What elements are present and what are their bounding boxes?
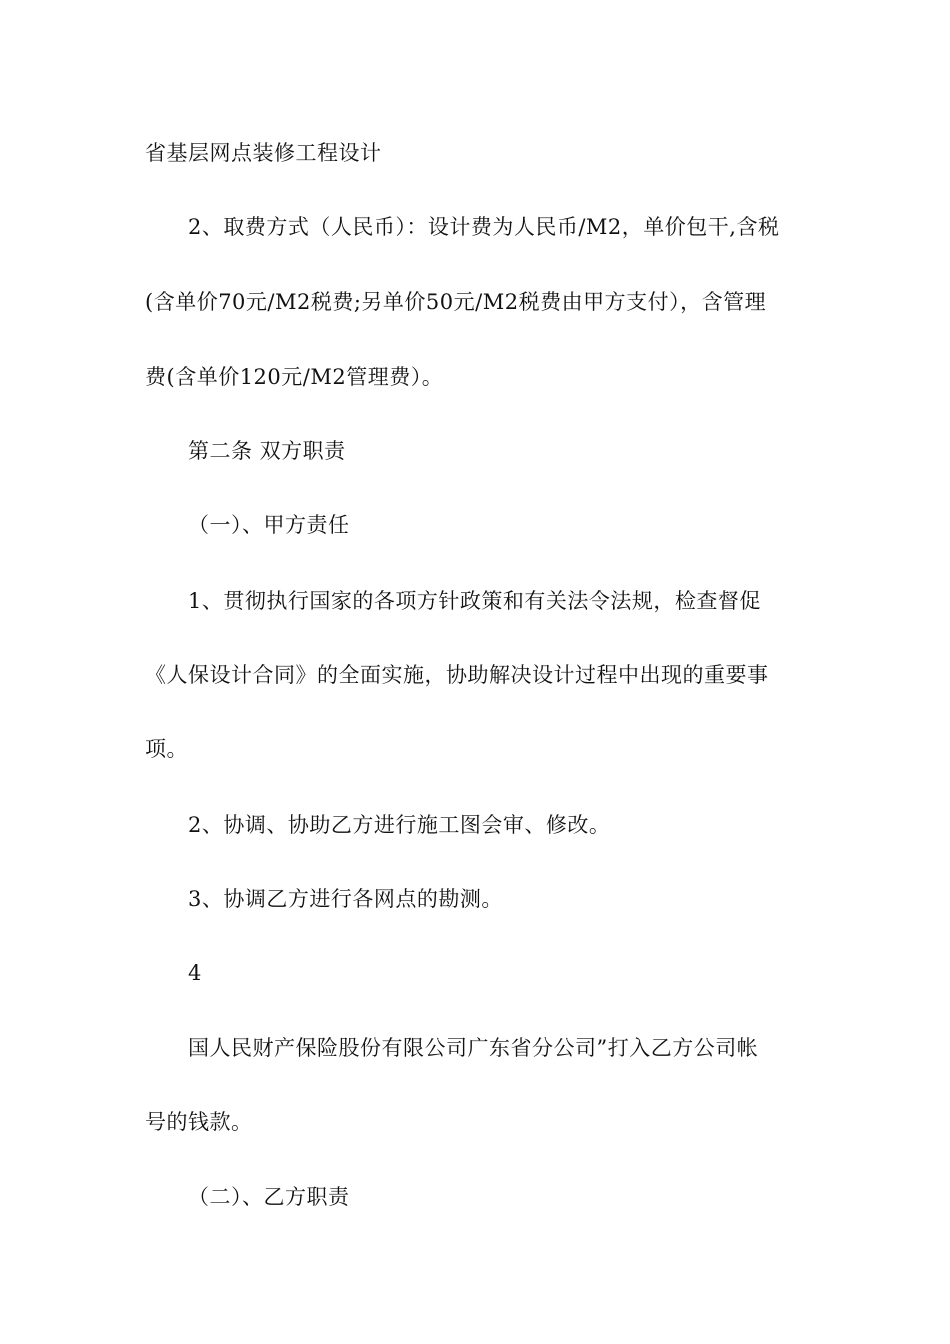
subsection-heading: （一）、甲方责任: [188, 513, 350, 537]
paragraph-line: 费(含单价120元/M2管理费）。: [145, 365, 444, 389]
paragraph-line: 项。: [145, 737, 188, 761]
paragraph-line: 3、协调乙方进行各网点的勘测。: [188, 887, 503, 911]
paragraph-line: 国人民财产保险股份有限公司广东省分公司”打入乙方公司帐: [188, 1036, 759, 1060]
subsection-heading: （二）、乙方职责: [188, 1185, 350, 1209]
paragraph-line: (含单价70元/M2税费;另单价50元/M2税费由甲方支付），含管理: [145, 290, 767, 314]
paragraph-line: 1、贯彻执行国家的各项方针政策和有关法令法规，检查督促: [188, 589, 761, 613]
paragraph-line: 2、取费方式（人民币）：设计费为人民币/M2，单价包干,含税: [188, 215, 780, 239]
paragraph-line: 4: [188, 961, 202, 985]
paragraph-line: 2、协调、协助乙方进行施工图会审、修改。: [188, 813, 611, 837]
paragraph-line: 省基层网点装修工程设计: [145, 141, 382, 165]
paragraph-line: 号的钱款。: [145, 1110, 253, 1134]
paragraph-line: 《人保设计合同》的全面实施，协助解决设计过程中出现的重要事: [145, 663, 769, 687]
section-heading: 第二条 双方职责: [188, 439, 346, 463]
